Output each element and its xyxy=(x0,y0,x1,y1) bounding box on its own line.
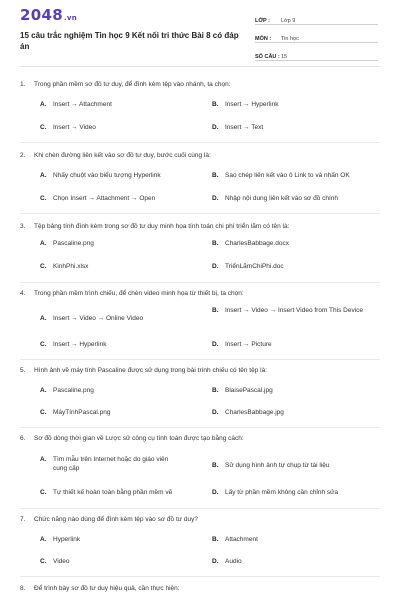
option-c[interactable] xyxy=(40,340,205,349)
question-5 xyxy=(20,366,380,416)
option-letter: B. xyxy=(212,172,219,179)
question-number: 5. xyxy=(20,367,26,374)
option-text: Nhập nội dung liên kết vào sơ đồ chính xyxy=(225,195,339,202)
option-letter: D. xyxy=(212,263,219,270)
option-text: Hyperlink xyxy=(53,536,81,543)
question-number: 8. xyxy=(20,585,26,592)
question-separator xyxy=(20,508,380,509)
option-letter: C. xyxy=(40,124,47,131)
option-letter: B. xyxy=(212,240,219,247)
option-text: Video xyxy=(53,558,70,565)
option-b[interactable] xyxy=(212,386,377,395)
option-text: Insert → Video → Online Video xyxy=(53,315,144,322)
option-a[interactable] xyxy=(40,100,205,109)
option-letter: C. xyxy=(40,558,47,565)
question-text: Khi chèn đường liên kết vào sơ đồ tư duy, bước cuối cùng là: xyxy=(34,152,211,159)
option-letter: B. xyxy=(212,387,219,394)
meta-row-class xyxy=(255,10,378,25)
option-letter: C. xyxy=(40,409,47,416)
option-letter: B. xyxy=(212,462,219,469)
question-1 xyxy=(20,80,380,131)
option-letter: B. xyxy=(212,101,219,108)
option-letter: A. xyxy=(40,101,47,108)
option-b[interactable] xyxy=(212,171,382,180)
option-b[interactable] xyxy=(212,306,384,315)
meta-value: Lớp 9 xyxy=(281,18,296,24)
meta-row-subject xyxy=(255,28,378,43)
option-letter: C. xyxy=(40,489,47,496)
option-letter: A. xyxy=(40,172,47,179)
option-letter: C. xyxy=(40,195,47,202)
option-a[interactable] xyxy=(40,171,205,180)
option-letter: D. xyxy=(212,341,219,348)
option-letter: C. xyxy=(40,263,47,270)
page-title: 15 câu trắc nghiệm Tin học 9 Kết nối tri thức Bài 8 có đáp án xyxy=(20,31,239,51)
option-letter: B. xyxy=(212,536,219,543)
question-7 xyxy=(20,515,380,565)
option-text: Audio xyxy=(225,558,242,565)
question-2 xyxy=(20,151,380,202)
question-number: 2. xyxy=(20,152,26,159)
option-text: Pascaline.png xyxy=(53,240,94,247)
option-letter: D. xyxy=(212,558,219,565)
brand-suffix: .vn xyxy=(63,14,78,22)
header xyxy=(0,0,400,58)
option-text: TriểnLãmChiPhi.doc xyxy=(225,263,284,270)
option-b[interactable] xyxy=(212,535,377,544)
option-text: CharlesBabbage.docx xyxy=(225,240,289,247)
option-d[interactable] xyxy=(212,557,377,566)
question-separator xyxy=(20,142,380,143)
question-separator xyxy=(20,427,380,428)
option-text: Insert → Video → Insert Video from This Device xyxy=(225,307,364,314)
option-text: MáyTínhPascal.png xyxy=(53,409,111,416)
question-separator xyxy=(20,213,380,214)
question-separator xyxy=(20,282,380,283)
option-text: Insert → Attachment xyxy=(53,101,112,108)
option-text: CharlesBabbage.jpg xyxy=(225,409,284,416)
question-number: 1. xyxy=(20,81,26,88)
option-d[interactable] xyxy=(212,262,377,271)
option-text: Sao chép liên kết vào ô Link to và nhấn OK xyxy=(225,172,350,179)
meta-key: SỐ CÂU : xyxy=(255,54,280,60)
question-text: Chức năng nào dùng để đính kèm tệp vào sơ đồ tư duy? xyxy=(34,516,199,523)
option-d[interactable] xyxy=(212,340,377,349)
option-a[interactable] xyxy=(40,386,205,395)
meta-row-count xyxy=(255,46,378,61)
option-text: Pascaline.png xyxy=(53,387,94,394)
meta-key: MÔN : xyxy=(255,36,272,42)
option-a[interactable] xyxy=(40,455,190,473)
meta-value: 15 xyxy=(281,54,288,60)
question-text: Trong phần mềm trình chiếu, để chèn video minh họa từ thiết bị, ta chọn: xyxy=(34,290,244,297)
option-c[interactable] xyxy=(40,408,205,417)
question-8 xyxy=(20,584,380,593)
option-letter: A. xyxy=(40,387,47,394)
meta-key: LỚP : xyxy=(255,18,270,24)
option-b[interactable] xyxy=(212,461,377,470)
question-number: 7. xyxy=(20,516,26,523)
option-letter: A. xyxy=(40,315,47,322)
option-letter: D. xyxy=(212,409,219,416)
option-d[interactable] xyxy=(212,194,382,203)
option-c[interactable] xyxy=(40,123,205,132)
question-3 xyxy=(20,222,380,270)
question-text: Trong phần mềm sơ đồ tư duy, để đính kèm tệp vào nhánh, ta chọn: xyxy=(34,81,231,88)
option-text: KinhPhi.xlsx xyxy=(53,263,89,270)
option-a[interactable] xyxy=(40,535,205,544)
question-number: 3. xyxy=(20,223,26,230)
question-6 xyxy=(20,434,380,496)
option-text: Insert → Hyperlink xyxy=(53,341,107,348)
option-d[interactable] xyxy=(212,123,377,132)
brand-name: 2048 xyxy=(20,6,63,24)
option-b[interactable] xyxy=(212,100,377,109)
question-text: Để trình bày sơ đồ tư duy hiệu quả, cần thực hiện: xyxy=(34,585,180,592)
option-text: Tìm mẫu trên Internet hoặc do giáo viên cung cấp xyxy=(53,456,169,472)
option-b[interactable] xyxy=(212,239,377,248)
option-text: Insert → Hyperlink xyxy=(225,101,279,108)
question-text: Sơ đồ dòng thời gian về Lược sử công cụ tính toán được tạo bằng cách: xyxy=(34,435,244,442)
option-letter: C. xyxy=(40,341,47,348)
option-letter: D. xyxy=(212,489,219,496)
question-separator xyxy=(20,576,380,577)
option-d[interactable] xyxy=(212,488,382,497)
divider xyxy=(20,66,380,67)
question-4 xyxy=(20,289,380,348)
option-letter: A. xyxy=(40,240,47,247)
option-text: Insert → Text xyxy=(225,124,264,131)
meta-value: Tin học xyxy=(281,36,299,42)
question-text: Tệp bảng tính đính kèm trong sơ đồ tư duy minh họa tính toán chi phí triển lãm có tên là: xyxy=(34,223,290,230)
option-text: Sử dụng hình ảnh tự chụp từ tài liệu xyxy=(225,462,330,469)
option-text: BlaisePascal.jpg xyxy=(225,387,273,394)
option-letter: B. xyxy=(212,307,219,314)
option-text: Lấy từ phần mềm không cần chỉnh sửa xyxy=(225,489,339,496)
option-c[interactable] xyxy=(40,262,205,271)
option-letter: A. xyxy=(40,456,47,463)
option-letter: D. xyxy=(212,124,219,131)
option-text: Chọn Insert → Attachment → Open xyxy=(53,195,156,202)
question-number: 4. xyxy=(20,290,26,297)
option-text: Nhấy chuột vào biểu tượng Hyperlink xyxy=(53,172,161,179)
question-text: Hình ảnh về máy tính Pascaline được sử dụng trong bài trình chiếu có tên tệp là: xyxy=(34,367,268,374)
question-separator xyxy=(20,359,380,360)
site-logo[interactable] xyxy=(20,6,77,24)
option-letter: D. xyxy=(212,195,219,202)
option-c[interactable] xyxy=(40,557,205,566)
option-a[interactable] xyxy=(40,314,205,323)
option-c[interactable] xyxy=(40,194,205,203)
option-text: Insert → Video xyxy=(53,124,96,131)
option-a[interactable] xyxy=(40,239,205,248)
option-text: Insert → Picture xyxy=(225,341,272,348)
option-d[interactable] xyxy=(212,408,377,417)
option-text: Tự thiết kế hoàn toàn bằng phần mềm vẽ xyxy=(53,489,173,496)
option-c[interactable] xyxy=(40,488,205,497)
option-text: Attachment xyxy=(225,536,258,543)
option-letter: A. xyxy=(40,536,47,543)
meta-info xyxy=(255,10,378,64)
question-number: 6. xyxy=(20,435,26,442)
